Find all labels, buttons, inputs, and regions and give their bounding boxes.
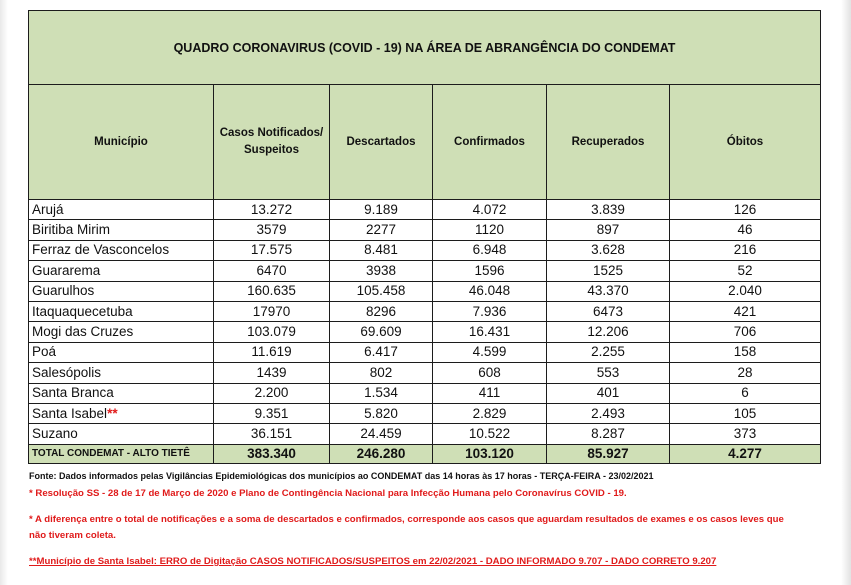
cell-casos: 103.079 [214,322,330,342]
cell-descartados: 2277 [330,220,433,240]
cell-obitos: 2.040 [670,281,821,301]
cell-recuperados: 1525 [547,261,670,281]
cell-recuperados: 3.628 [547,240,670,260]
cell-confirmados: 411 [433,383,547,403]
cell-recuperados: 401 [547,383,670,403]
table-row [29,363,821,383]
table-row [29,200,821,220]
cell-recuperados: 897 [547,220,670,240]
screen-edge-right [841,0,851,585]
header-obitos: Óbitos [670,85,821,200]
cell-recuperados: 553 [547,363,670,383]
cell-casos: 36.151 [214,424,330,444]
header-casos-line1: Casos Notificados/ [219,127,324,139]
header-confirmados: Confirmados [433,85,547,200]
cell-descartados: 24.459 [330,424,433,444]
table-row [29,220,821,240]
cell-casos: 9.351 [214,403,330,423]
cell-obitos: 6 [670,383,821,403]
cell-descartados: 6.417 [330,342,433,362]
cell-obitos: 216 [670,240,821,260]
cell-descartados: 9.189 [330,200,433,220]
cell-casos: 160.635 [214,281,330,301]
header-descartados: Descartados [330,85,433,200]
cell-obitos: 373 [670,424,821,444]
cell-recuperados: 8.287 [547,424,670,444]
cell-descartados: 8.481 [330,240,433,260]
cell-municipio: Arujá [29,200,214,220]
cell-descartados: 5.820 [330,403,433,423]
cell-recuperados: 12.206 [547,322,670,342]
cell-obitos: 421 [670,301,821,321]
cell-obitos: 126 [670,200,821,220]
cell-confirmados: 7.936 [433,301,547,321]
header-casos-line2: Suspeitos [244,144,299,156]
cell-municipio: Santa Branca [29,383,214,403]
cell-obitos: 105 [670,403,821,423]
cell-confirmados: 46.048 [433,281,547,301]
cell-municipio: Mogi das Cruzes [29,322,214,342]
table-row [29,281,821,301]
cell-casos: 3579 [214,220,330,240]
cell-municipio: Suzano [29,424,214,444]
table-row [29,322,821,342]
cell-recuperados: 3.839 [547,200,670,220]
header-recuperados: Recuperados [547,85,670,200]
cell-confirmados: 6.948 [433,240,547,260]
cell-municipio: Guarulhos [29,281,214,301]
total-recuperados: 85.927 [547,444,670,463]
cell-casos: 6470 [214,261,330,281]
resolution-note: * Resolução SS - 28 de 17 de Março de 2020 e Plano de Contingência Nacional para Infecção Humana pelo Coronavírus COVID - 19. [29,488,627,499]
total-label: TOTAL CONDEMAT - ALTO TIETÊ [29,444,214,463]
total-confirmados: 103.120 [433,444,547,463]
cell-casos: 11.619 [214,342,330,362]
cell-obitos: 28 [670,363,821,383]
cell-obitos: 46 [670,220,821,240]
cell-descartados: 1.534 [330,383,433,403]
cell-descartados: 8296 [330,301,433,321]
cell-casos: 13.272 [214,200,330,220]
table-row [29,342,821,362]
cell-recuperados: 43.370 [547,281,670,301]
total-row [29,444,821,463]
cell-descartados: 69.609 [330,322,433,342]
cell-confirmados: 1596 [433,261,547,281]
cell-descartados: 105.458 [330,281,433,301]
total-obitos: 4.277 [670,444,821,463]
cell-confirmados: 608 [433,363,547,383]
municipio-name: Santa Isabel [32,405,108,421]
footnote-mark: ** [107,405,118,421]
table-row [29,301,821,321]
cell-municipio [29,403,214,423]
cell-descartados: 3938 [330,261,433,281]
table-row [29,403,821,423]
cell-recuperados: 2.493 [547,403,670,423]
cell-confirmados: 4.599 [433,342,547,362]
total-casos: 383.340 [214,444,330,463]
source-note: Fonte: Dados informados pelas Vigilâncias Epidemiológicas dos municípios ao CONDEMAT das 14 horas às 17 horas - TERÇA-FEIRA - 23/02/2021 [29,471,654,481]
cell-recuperados: 6473 [547,301,670,321]
table-row [29,424,821,444]
cell-municipio: Salesópolis [29,363,214,383]
cell-municipio: Biritiba Mirim [29,220,214,240]
table-row [29,383,821,403]
cell-obitos: 158 [670,342,821,362]
table-row [29,240,821,260]
cell-recuperados: 2.255 [547,342,670,362]
table-title: QUADRO CORONAVIRUS (COVID - 19) NA ÁREA DE ABRANGÊNCIA DO CONDEMAT [29,11,821,85]
correction-note: **Município de Santa Isabel: ERRO de Digitação CASOS NOTIFICADOS/SUSPEITOS em 22/02/2021 - DADO INFORMADO 9.707 - DADO CORRETO 9.207 [29,556,717,567]
cell-casos: 17970 [214,301,330,321]
cell-confirmados: 10.522 [433,424,547,444]
cell-confirmados: 2.829 [433,403,547,423]
cell-casos: 1439 [214,363,330,383]
screen-edge-left [0,0,8,585]
header-municipio: Município [29,85,214,200]
cell-descartados: 802 [330,363,433,383]
total-descartados: 246.280 [330,444,433,463]
covid-table [28,10,821,464]
cell-confirmados: 4.072 [433,200,547,220]
cell-casos: 2.200 [214,383,330,403]
cell-casos: 17.575 [214,240,330,260]
cell-obitos: 706 [670,322,821,342]
cell-municipio: Ferraz de Vasconcelos [29,240,214,260]
cell-obitos: 52 [670,261,821,281]
cell-municipio: Poá [29,342,214,362]
header-row [29,85,821,200]
cell-confirmados: 1120 [433,220,547,240]
cell-confirmados: 16.431 [433,322,547,342]
difference-note: * A diferença entre o total de notificações e a soma de descartados e confirmados, corresponde aos casos que aguardam resultados de exames e os casos leves que não tiveram coleta. [29,514,784,541]
cell-municipio: Guararema [29,261,214,281]
table-row [29,261,821,281]
cell-municipio: Itaquaquecetuba [29,301,214,321]
header-casos [214,85,330,200]
